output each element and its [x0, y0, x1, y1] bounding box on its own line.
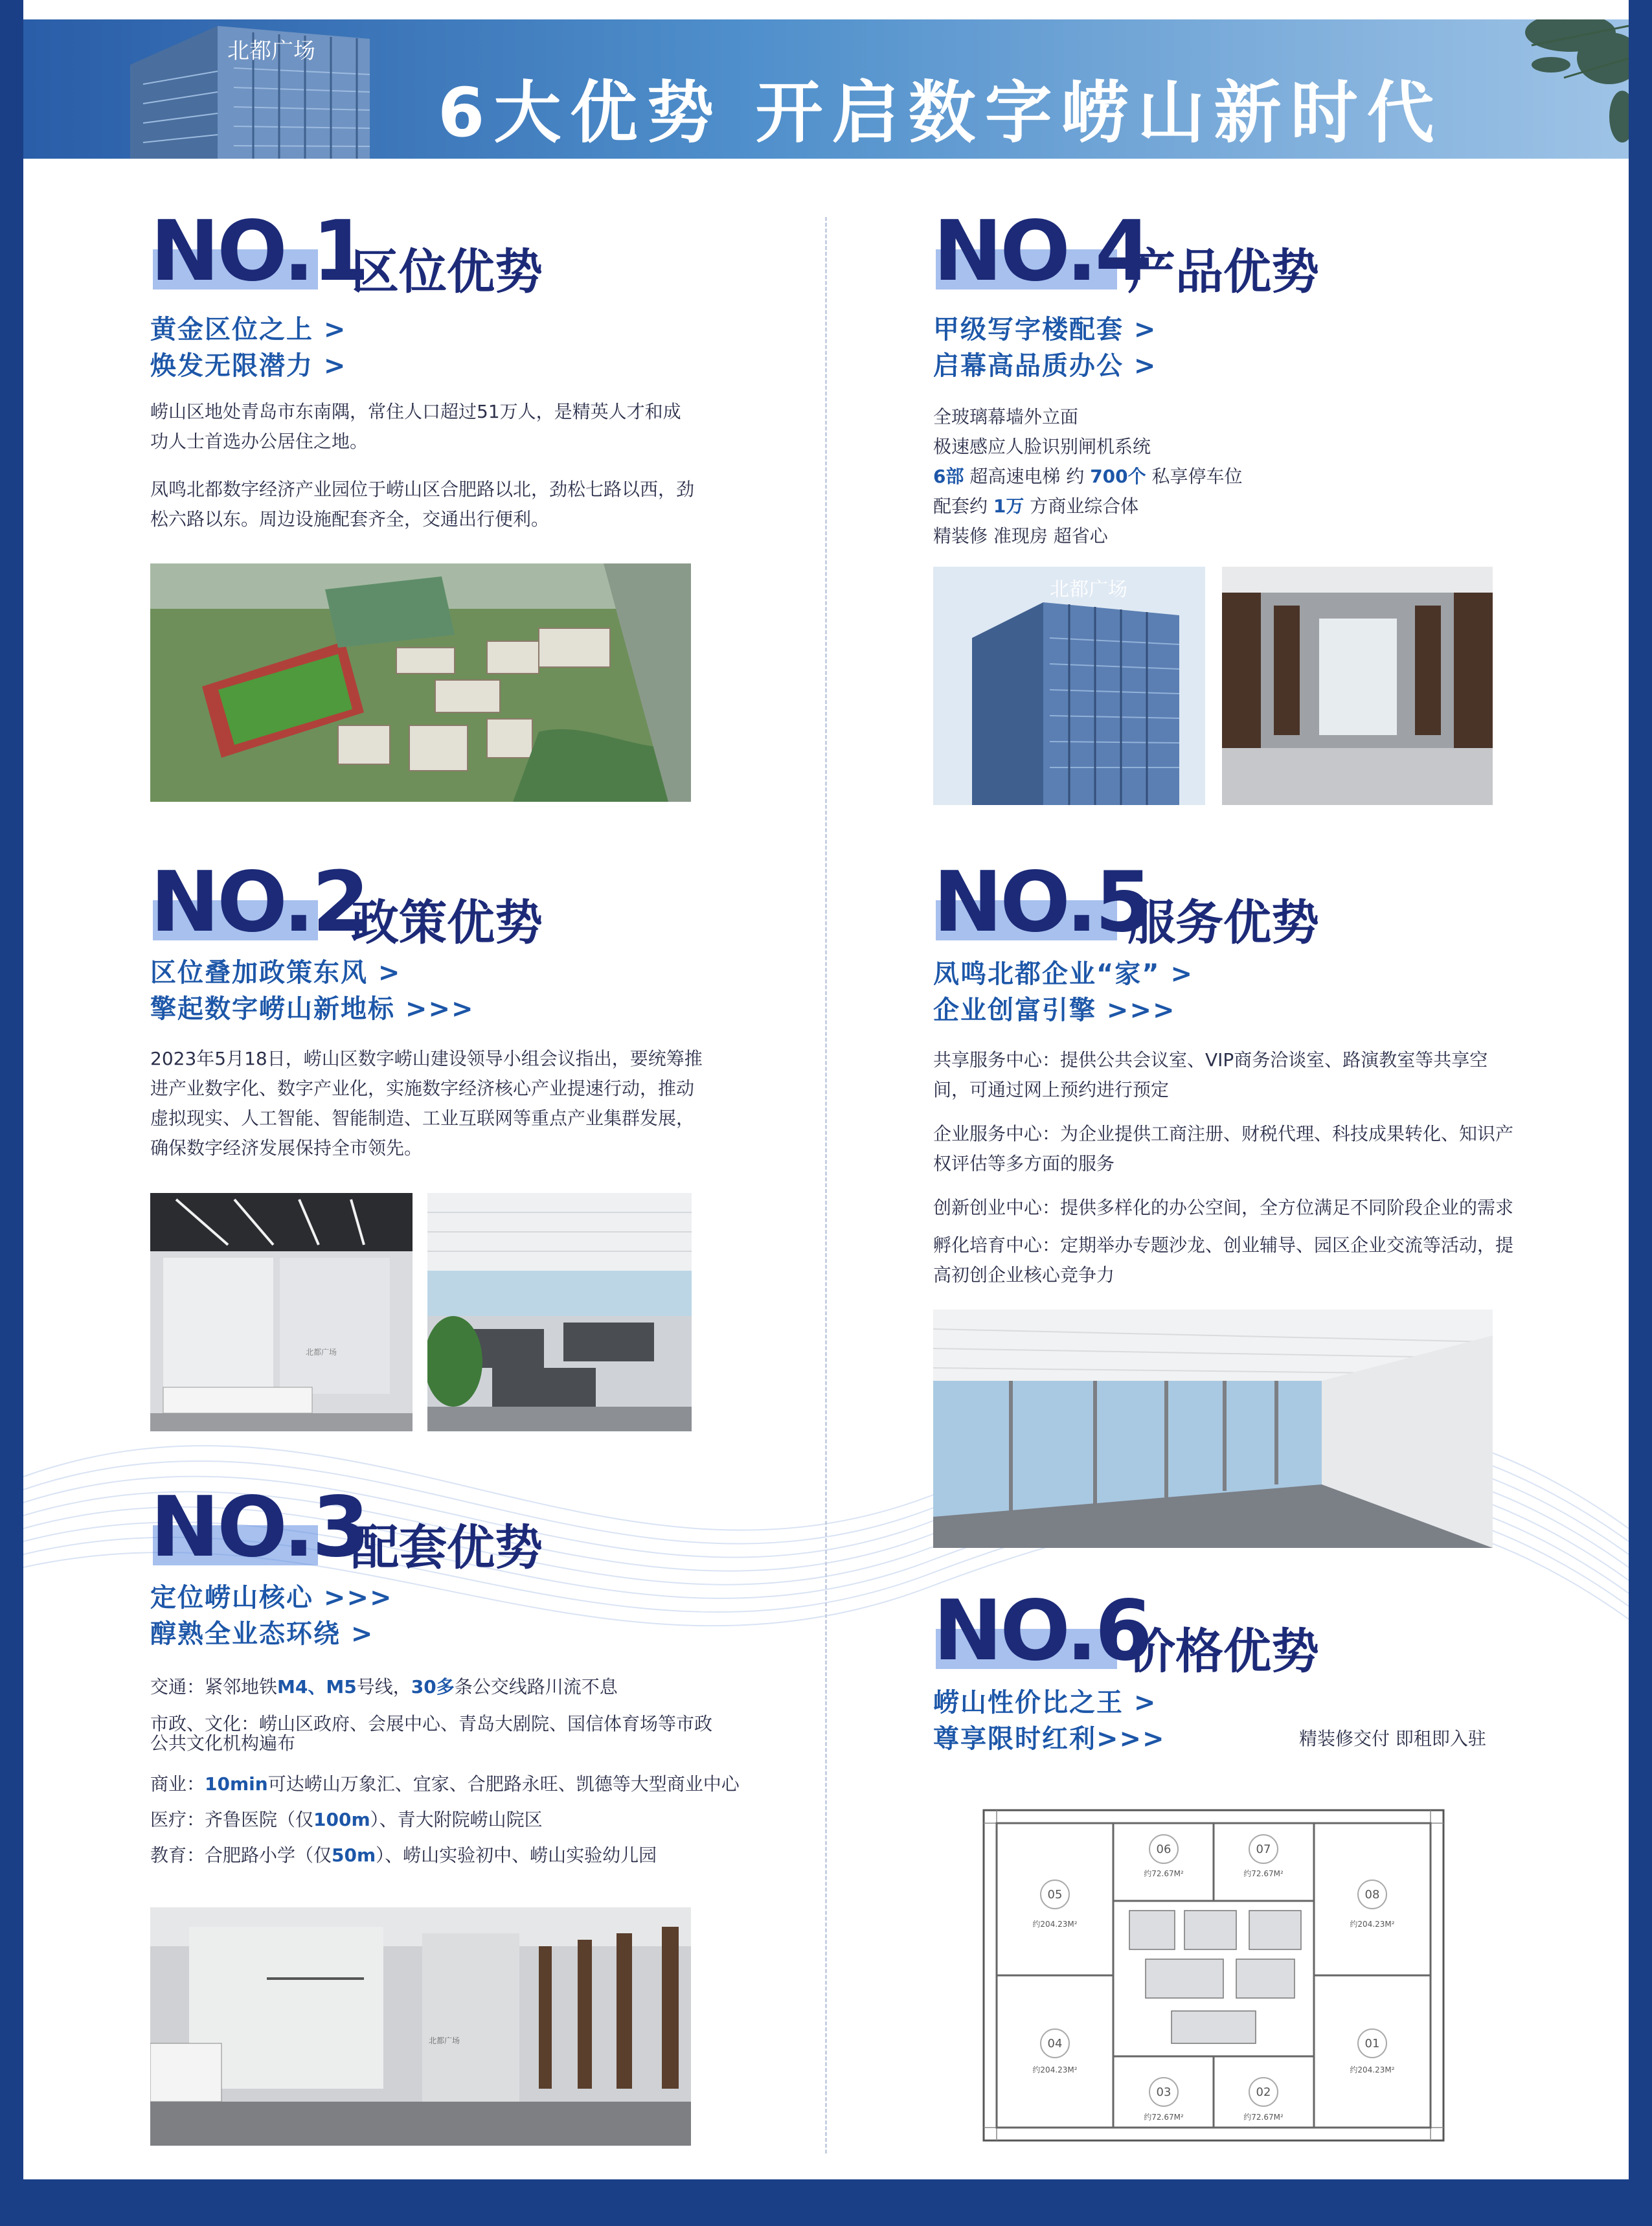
unit-area: 约204.23M²: [1032, 1920, 1078, 1929]
section-location: [150, 203, 798, 813]
section-subtitle: 尊享限时红利>>>: [933, 1724, 1166, 1754]
section-subtitle: 定位崂山核心 >>>: [150, 1583, 393, 1613]
open-office-photo: [427, 1193, 692, 1431]
unit-number: 02: [1256, 2085, 1271, 2099]
section-title: 价格优势: [1127, 1624, 1319, 1679]
tower-photo: [104, 19, 370, 159]
product-feature: 配套约 1万 方商业综合体: [933, 495, 1139, 517]
section-number: NO.2: [150, 854, 367, 951]
elevator-hall-photo: [1222, 567, 1493, 805]
unit-number: 06: [1156, 1843, 1171, 1856]
section-number: NO.6: [933, 1583, 1150, 1679]
unit-number: 03: [1156, 2085, 1171, 2099]
section-title: 服务优势: [1127, 895, 1319, 951]
section-subtitle: 启幕高品质办公 >: [933, 351, 1157, 381]
section-price: [933, 1583, 1607, 2173]
lobby-photo: [150, 1907, 691, 2146]
page-title: 6大优势 开启数字崂山新时代: [438, 73, 1443, 152]
service-item: 共享服务中心：提供公共会议室、VIP商务洽谈室、路演教室等共享空间，可通过网上预约进行预定: [933, 1049, 1488, 1100]
section-subtitle: 崂山性价比之王 >: [933, 1688, 1157, 1718]
bottom-band: [23, 2179, 1629, 2196]
section-subtitle: 擎起数字崂山新地标 >>>: [150, 994, 475, 1024]
section-paragraph: 2023年5月18日，崂山区数字崂山建设领导小组会议指出，要统筹推进产业数字化、数字产业化，实施数字经济核心产业提速行动，推动虚拟现实、人工智能、智能制造、工业互联网等重点产业集群发展，确保数字经济发展保持全市领先。: [150, 1048, 703, 1159]
unit-area: 约72.67M²: [1243, 1869, 1284, 1878]
unit-area: 约204.23M²: [1032, 2065, 1078, 2074]
section-title: 政策优势: [351, 895, 543, 951]
section-subtitle: 企业创富引擎 >>>: [933, 995, 1176, 1025]
section-subtitle: 区位叠加政策东风 >: [150, 958, 402, 988]
section-subtitle: 甲级写字楼配套 >: [933, 315, 1157, 345]
poster: [23, 0, 1629, 2196]
floor-plan: [977, 1804, 1450, 2147]
amenity-item: 商业：10min可达崂山万象汇、宜家、合肥路永旺、凯德等大型商业中心: [150, 1773, 740, 1795]
unit-area: 约204.23M²: [1350, 1920, 1395, 1929]
section-title: 配套优势: [351, 1520, 543, 1576]
section-subtitle: 醇熟全业态环绕 >: [150, 1619, 374, 1649]
amenity-item: 市政、文化：崂山区政府、会展中心、青岛大剧院、国信体育场等市政公共文化机构遍布: [150, 1713, 713, 1754]
campus-aerial-photo: [150, 563, 691, 802]
amenity-item: 教育：合肥路小学（仅50m）、崂山实验初中、崂山实验幼儿园: [150, 1845, 657, 1866]
unit-area: 约204.23M²: [1350, 2065, 1395, 2074]
lobby-sign: 北都广场: [429, 2036, 460, 2045]
product-feature: 精装修 准现房 超省心: [933, 525, 1108, 547]
section-number: NO.3: [150, 1479, 367, 1576]
section-number: NO.5: [933, 854, 1150, 951]
unit-number: 07: [1256, 1843, 1271, 1856]
unit-number: 08: [1364, 1888, 1380, 1902]
office-floor-photo: [933, 1310, 1493, 1548]
amenity-item: 医疗：齐鲁医院（仅100m）、青大附院崂山院区: [150, 1809, 543, 1830]
column-divider: [825, 217, 827, 2153]
tower-sign: 北都广场: [1050, 578, 1127, 601]
section-number: NO.4: [933, 203, 1150, 300]
section-policy: [150, 854, 798, 1444]
amenity-item: 交通：紧邻地铁M4、M5号线，30多条公交线路川流不息: [150, 1676, 618, 1698]
section-service: [933, 854, 1607, 1567]
section-subtitle: 焕发无限潜力 >: [150, 351, 347, 381]
section-title: 区位优势: [351, 244, 543, 300]
reception-sign: 北都广场: [306, 1348, 337, 1357]
reception-photo: [150, 1193, 413, 1431]
unit-area: 约72.67M²: [1144, 2113, 1184, 2122]
delivery-note: 精装修交付 即租即入驻: [1299, 1728, 1486, 1749]
section-title: 产品优势: [1127, 244, 1319, 300]
unit-number: 04: [1047, 2037, 1063, 2050]
header-banner: [23, 19, 1629, 159]
unit-area: 约72.67M²: [1144, 1869, 1184, 1878]
service-item: 企业服务中心：为企业提供工商注册、财税代理、科技成果转化、知识产权评估等多方面的服务: [933, 1123, 1514, 1174]
section-product: [933, 203, 1607, 813]
section-paragraph: 崂山区地处青岛市东南隅，常住人口超过51万人，是精英人才和成功人士首选办公居住之地。: [150, 401, 681, 452]
unit-area: 约72.67M²: [1243, 2113, 1284, 2122]
section-subtitle: 黄金区位之上 >: [150, 315, 347, 345]
product-feature: 6部 超高速电梯 约 700个 私享停车位: [933, 466, 1243, 487]
product-feature: 极速感应人脸识别闸机系统: [933, 436, 1151, 457]
product-feature: 全玻璃幕墙外立面: [933, 406, 1079, 427]
unit-number: 01: [1364, 2037, 1380, 2050]
unit-number: 05: [1047, 1888, 1063, 1902]
tower-sign: 北都广场: [227, 38, 315, 64]
service-item: 创新创业中心：提供多样化的办公空间，全方位满足不同阶段企业的需求: [933, 1197, 1514, 1218]
section-subtitle: 凤鸣北都企业“家” >: [933, 959, 1194, 989]
section-amenities: [150, 1479, 798, 2166]
tower-exterior-photo: [933, 567, 1205, 805]
tree-leaves: [1473, 19, 1629, 159]
service-item: 孵化培育中心：定期举办专题沙龙、创业辅导、园区企业交流等活动，提高初创企业核心竞争力: [933, 1234, 1514, 1286]
section-paragraph: 凤鸣北都数字经济产业园位于崂山区合肥路以北，劲松七路以西，劲松六路以东。周边设施配套齐全，交通出行便利。: [150, 479, 695, 530]
section-number: NO.1: [150, 203, 367, 300]
